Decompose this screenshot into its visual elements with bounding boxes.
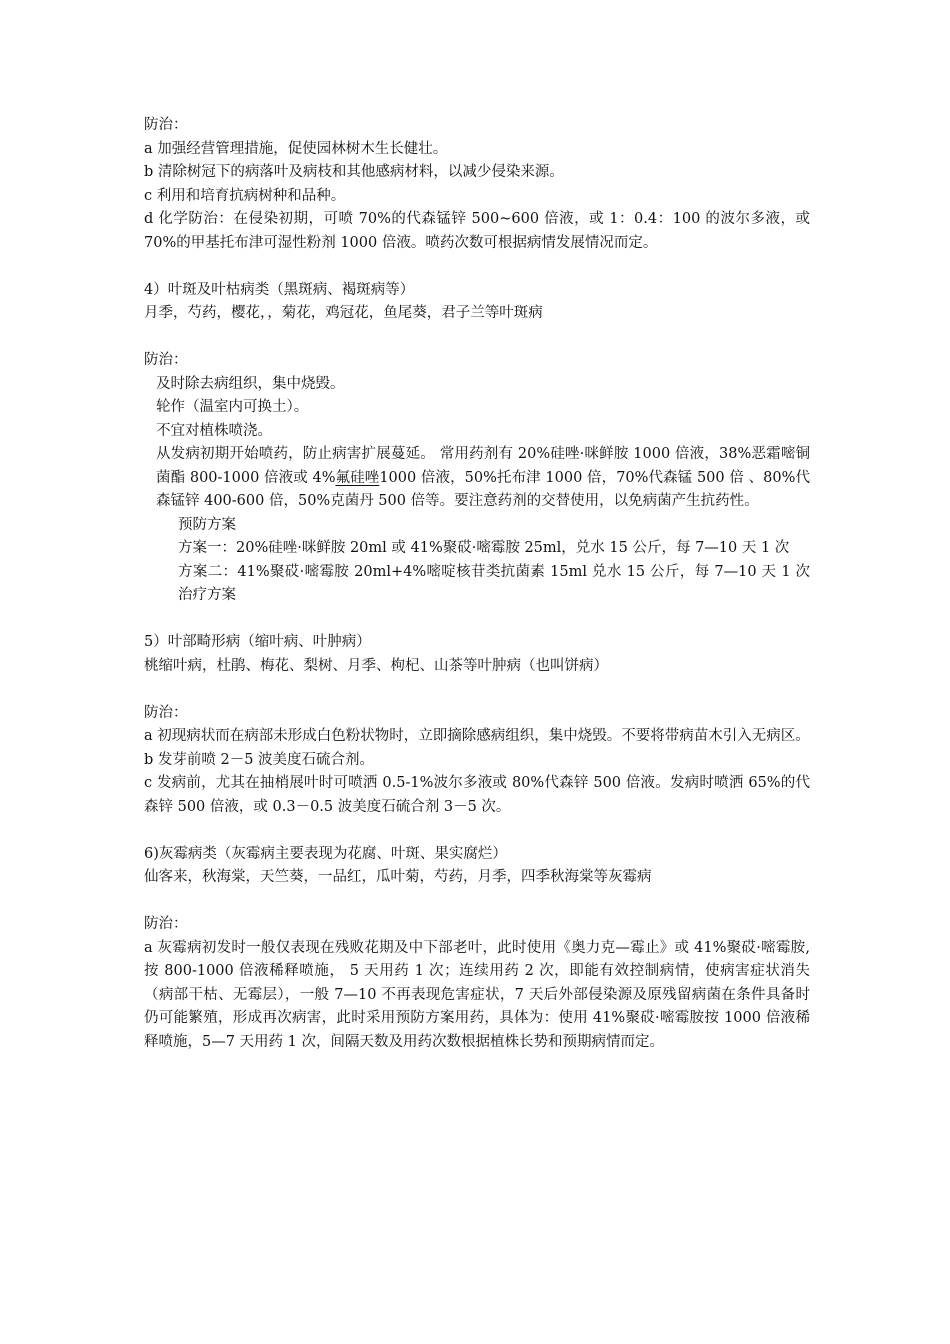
section4-item-4: [144, 443, 810, 514]
prevention-plan-2: 方案二：41%聚砹·嘧霉胺 20ml+4%嘧啶核苷类抗菌素 15ml 兑水 15 公斤，每 7—10 天 1 次 治疗方案: [178, 563, 810, 603]
section6-hosts: 仙客来，秋海棠，天竺葵，一品红，瓜叶菊，芍药，月季，四季秋海棠等灰霉病: [144, 869, 652, 885]
section3-item-a: a 加强经营管理措施，促使园林树木生长健壮。: [144, 140, 448, 157]
section6-title: 6)灰霉病类（灰霉病主要表现为花腐、叶斑、果实腐烂）: [144, 845, 507, 862]
spacer: [144, 819, 810, 843]
section3-item-d: d 化学防治：在侵染初期，可喷 70%的代森锰锌 500~600 倍液，或 1：0.4：100 的波尔多液，或 70%的甲基托布津可湿性粉剂 1000 倍液。喷药次数可根据病情发展情况而定。: [144, 211, 810, 251]
section3-item-c: c 利用和培育抗病树种和品种。: [144, 187, 346, 204]
document-page: [144, 114, 810, 1054]
spacer: [144, 608, 810, 632]
spacer: [144, 678, 810, 702]
section5-heading: 防治：: [144, 704, 188, 721]
section3-item-b: b 清除树冠下的病落叶及病枝和其他感病材料，以减少侵染来源。: [144, 164, 564, 180]
section3-heading: 防治：: [144, 117, 188, 133]
section5-title: 5）叶部畸形病（缩叶病、叶肿病）: [144, 634, 371, 650]
section6-item-a: a 灰霉病初发时一般仅表现在残败花期及中下部老叶，此时使用《奥力克—霉止》或 41%聚砹·嘧霉胺,按 800-1000 倍液稀释喷施， 5 天用药 1 次；连续用药 2 次，即能有效控制病情，使病害症状消失（病部干枯、无霉层），一般 7—10 不再表现危害症状，7 天后外部侵染源及原残留病菌在条件具备时仍可能繁殖，形成再次病害，此时采用预防方案用药，具体为：使用 41%聚砹·嘧霉胺按 1000 倍液稀释喷施，5—7 天用药 1 次，间隔天数及用药次数根据植株长势和预期病情而定。: [144, 939, 810, 1050]
section4-title: 4）叶斑及叶枯病类（黑斑病、褐斑病等）: [144, 281, 415, 298]
section5-item-b: b 发芽前喷 2－5 波美度石硫合剂。: [144, 751, 375, 768]
spacer: [144, 326, 810, 350]
item4-text-after: 1000 倍液，50%托布津 1000 倍，70%代森锰 500 倍 、80%代森锰锌 400-600 倍，50%克菌丹 500 倍等。要注意药剂的交替使用，以免病菌产生抗药性。: [156, 469, 810, 509]
spacer: [144, 890, 810, 914]
section4-hosts: 月季，芍药，樱花，，菊花，鸡冠花，鱼尾葵，君子兰等叶斑病: [144, 305, 543, 321]
section4-item-3: 不宜对植株喷浇。: [156, 422, 272, 439]
section6-heading: 防治：: [144, 916, 188, 932]
section5-item-c: c 发病前，尤其在抽梢展叶时可喷洒 0.5-1%波尔多液或 80%代森锌 500 倍液。发病时喷洒 65%的代森锌 500 倍液，或 0.3－0.5 波美度石硫合剂 3－5 次。: [144, 775, 810, 815]
prevention-title: 预防方案: [178, 516, 236, 533]
section4-item-1: 及时除去病组织，集中烧毁。: [156, 375, 345, 392]
item4-text-before: 从发病初期开始喷药，防止病害扩展蔓延。 常用药剂有 20%硅唑·咪鲜胺 1000 倍液，38%恶霜嘧铜菌酯 800-1000 倍液或 4%: [156, 446, 810, 486]
spacer: [144, 255, 810, 279]
section5-hosts: 桃缩叶病，杜鹃、梅花、梨树、月季、枸杞、山茶等叶肿病（也叫饼病）: [144, 657, 608, 674]
prevention-plan-1: 方案一：20%硅唑·咪鲜胺 20ml 或 41%聚砹·嘧霉胺 25ml，兑水 15 公斤，每 7—10 天 1 次: [178, 540, 790, 556]
section4-item-2: 轮作（温室内可换土）。: [156, 399, 309, 415]
section4-heading: 防治：: [144, 352, 188, 368]
section5-item-a: a 初现病状而在病部未形成白色粉状物时，立即摘除感病组织，集中烧毁。不要将带病苗木引入无病区。: [144, 728, 810, 744]
underlined-term: 氟硅唑: [335, 469, 380, 486]
